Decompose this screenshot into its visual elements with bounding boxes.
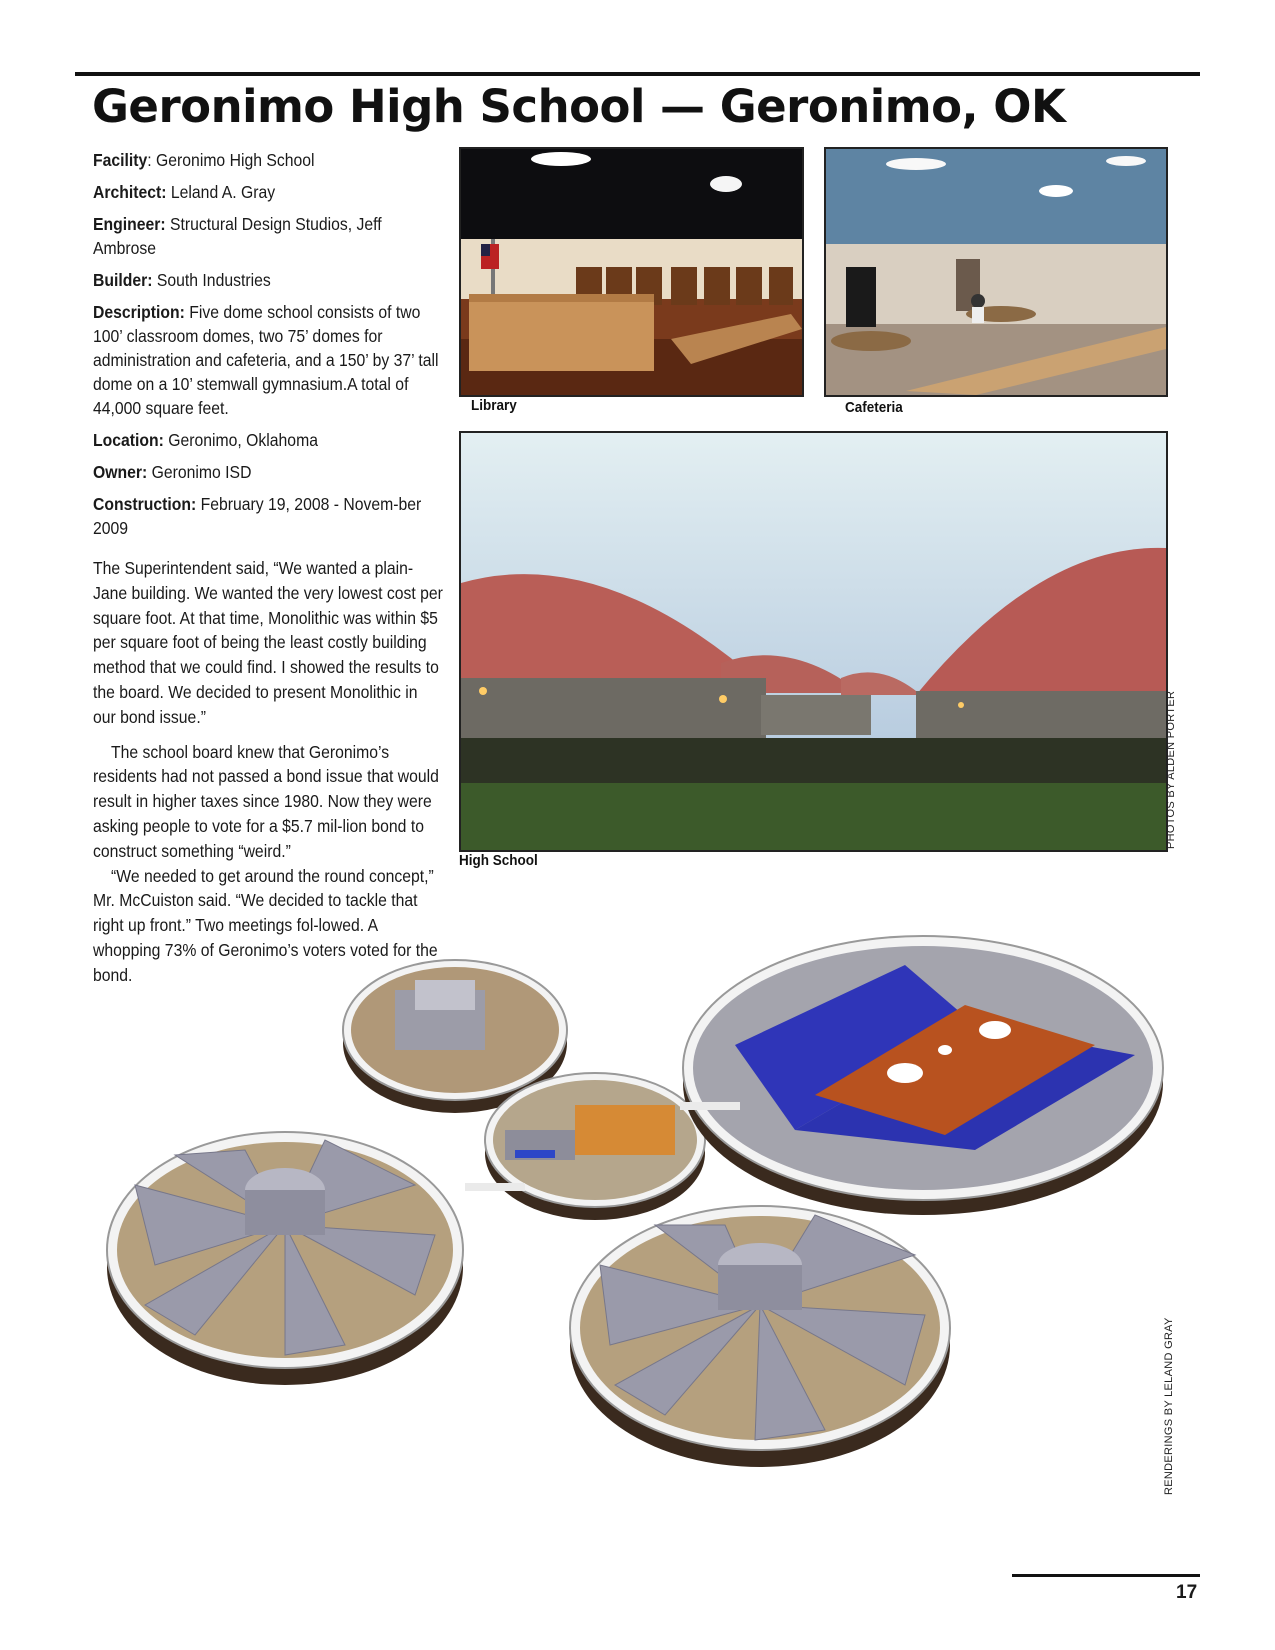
- fact-construction: Construction: February 19, 2008 - Novem-ber 2009: [93, 494, 422, 538]
- rendering-credit: RENDERINGS BY LELAND GRAY: [1163, 1317, 1175, 1495]
- high-school-photo: [459, 431, 1168, 852]
- fact-facility: Facility: Geronimo High School: [93, 150, 315, 170]
- fact-engineer: Engineer: Structural Design Studios, Jeff Ambrose: [93, 214, 382, 258]
- body-paragraph-3: “We needed to get around the round concept,” Mr. McCuiston said. “We decided to tackle that right up front.” Two meetings fol-lowed. A whopping 73% of Geronimo’s voters voted for the bond.: [93, 865, 438, 985]
- article-body: [93, 556, 444, 988]
- page-title: Geronimo High School — Geronimo, OK: [92, 80, 1066, 133]
- dome-rendering: [95, 935, 1175, 1495]
- photo-credit: PHOTOS BY ALDEN PORTER: [1165, 690, 1177, 849]
- library-caption: Library: [471, 397, 517, 414]
- library-photo: [459, 147, 804, 397]
- body-paragraph-2: The school board knew that Geronimo’s residents had not passed a bond issue that would result in higher taxes since 1980. Now they were asking people to vote for a $5.7 mil-lion bond to construct something “weird.”: [93, 741, 439, 861]
- fact-owner: Owner: Geronimo ISD: [93, 462, 252, 482]
- bottom-rule: [1012, 1574, 1200, 1577]
- top-rule: [75, 72, 1200, 76]
- fact-architect: Architect: Leland A. Gray: [93, 182, 276, 202]
- cafeteria-caption: Cafeteria: [845, 399, 903, 416]
- high-school-caption: High School: [459, 852, 538, 869]
- cafeteria-photo: [824, 147, 1168, 397]
- fact-builder: Builder: South Industries: [93, 270, 271, 290]
- body-paragraph-1: The Superintendent said, “We wanted a plain-Jane building. We wanted the very lowest cost per square foot. At that time, Monolithic was within $5 per square foot of being the least costly building method that we could find. I showed the results to the board. We decided to present Monolithic in our bond issue.”: [93, 558, 443, 727]
- facts-list: [93, 148, 443, 548]
- page-number: 17: [1176, 1582, 1198, 1603]
- fact-description: Description: Five dome school consists of two 100’ classroom domes, two 75’ domes for administration and cafeteria, and a 150’ by 37’ tall dome on a 10’ stemwall gymnasium.A total of 44,000 square feet.: [93, 302, 439, 418]
- fact-location: Location: Geronimo, Oklahoma: [93, 430, 318, 450]
